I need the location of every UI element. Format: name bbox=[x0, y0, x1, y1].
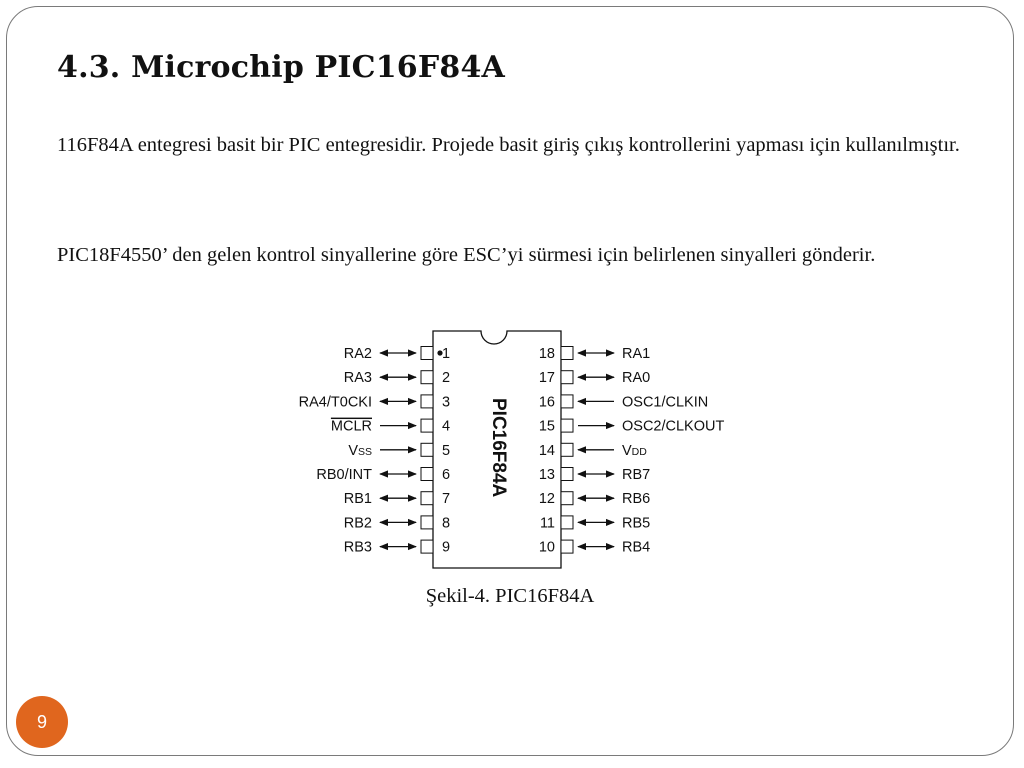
left-pin-box bbox=[421, 347, 433, 360]
left-pin-box bbox=[421, 443, 433, 456]
left-pin-box bbox=[421, 468, 433, 481]
left-pin-number: 2 bbox=[442, 370, 451, 387]
page-number: 9 bbox=[36, 711, 47, 732]
right-pin-box bbox=[561, 395, 573, 408]
left-pin-number: 7 bbox=[442, 491, 451, 508]
left-pin-box bbox=[421, 395, 433, 408]
left-pin-box bbox=[421, 492, 433, 505]
right-pin-box bbox=[561, 468, 573, 481]
left-pin-box bbox=[421, 371, 433, 384]
right-pin-box bbox=[561, 371, 573, 384]
left-pin-number: 1 bbox=[442, 346, 451, 362]
left-pin-number: 9 bbox=[442, 539, 451, 556]
right-pin-name: OSC1/CLKIN bbox=[622, 394, 709, 411]
right-pin-number: 16 bbox=[538, 394, 555, 411]
right-pin-number: 18 bbox=[538, 346, 555, 362]
left-pin-name: RA2 bbox=[343, 346, 372, 362]
page-number-badge bbox=[16, 696, 68, 748]
right-pin-box bbox=[561, 516, 573, 529]
paragraph-signals: PIC18F4550’ den gelen kontrol sinyallerine göre ESC’yi sürmesi için belirlenen sinyalleri gönderir. bbox=[57, 244, 876, 266]
slide-title: 4.3. Microchip PIC16F84A bbox=[57, 50, 506, 85]
left-pin-number: 6 bbox=[442, 467, 451, 483]
left-pin-name: MCLR bbox=[330, 418, 372, 435]
paragraph-intro: 116F84A entegresi basit bir PIC entegresidir. Projede basit giriş çıkış kontrollerini yapması için kullanılmıştır. bbox=[57, 134, 960, 156]
right-pin-box bbox=[561, 492, 573, 505]
left-pin-name: RA4/T0CKI bbox=[298, 394, 372, 411]
left-pin-name: RA3 bbox=[343, 370, 372, 387]
right-pin-number: 15 bbox=[538, 418, 555, 435]
right-pin-number: 11 bbox=[539, 515, 555, 532]
left-pin-name: RB3 bbox=[343, 539, 372, 556]
left-pin-name: RB0/INT bbox=[316, 467, 372, 483]
right-pin-box bbox=[561, 347, 573, 360]
right-pin-box bbox=[561, 443, 573, 456]
left-pin-box bbox=[421, 419, 433, 432]
right-pin-name: RB5 bbox=[622, 515, 651, 532]
left-pin-name: VSS bbox=[348, 442, 372, 459]
chip-label: PIC16F84A bbox=[488, 398, 509, 498]
right-pin-name: RB6 bbox=[622, 491, 651, 508]
right-pin-number: 13 bbox=[538, 467, 555, 483]
left-pin-number: 8 bbox=[442, 515, 451, 532]
right-pin-number: 17 bbox=[538, 370, 555, 387]
left-pin-number: 4 bbox=[442, 418, 451, 435]
left-pin-number: 3 bbox=[442, 394, 451, 411]
right-pin-name: RA1 bbox=[622, 346, 651, 362]
left-pin-box bbox=[421, 540, 433, 553]
left-pin-name: RB1 bbox=[343, 491, 372, 508]
left-pin-number: 5 bbox=[442, 442, 451, 459]
right-pin-name: RB4 bbox=[622, 539, 651, 556]
right-pin-name: VDD bbox=[622, 442, 647, 459]
right-pin-number: 12 bbox=[538, 491, 555, 508]
right-pin-name: RA0 bbox=[622, 370, 651, 387]
right-pin-name: RB7 bbox=[622, 467, 651, 483]
left-pin-box bbox=[421, 516, 433, 529]
right-pin-box bbox=[561, 419, 573, 432]
right-pin-number: 10 bbox=[538, 539, 555, 556]
left-pin-name: RB2 bbox=[343, 515, 372, 532]
right-pin-name: OSC2/CLKOUT bbox=[622, 418, 725, 435]
right-pin-box bbox=[561, 540, 573, 553]
figure-caption: Şekil-4. PIC16F84A bbox=[425, 585, 595, 607]
right-pin-number: 14 bbox=[538, 442, 555, 459]
